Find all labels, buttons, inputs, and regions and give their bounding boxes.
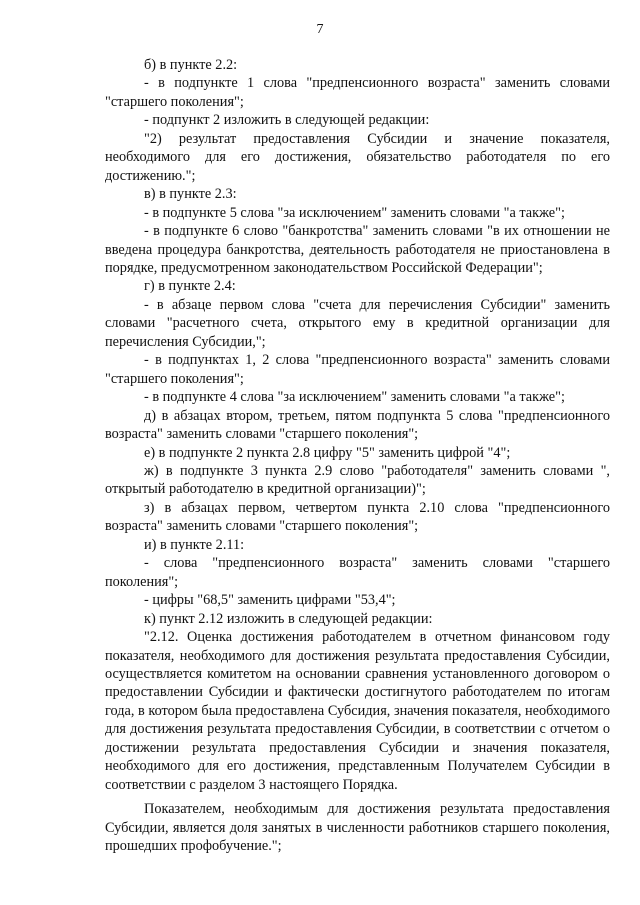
paragraph-2-2-subitem-1: - в подпункте 1 слова "предпенсионного возраста" заменить словами "старшего поколения"; bbox=[105, 75, 610, 110]
paragraph-2-11-digits: - цифры "68,5" заменить цифрами "53,4"; bbox=[144, 592, 396, 609]
paragraph-zh-item-2-9: ж) в подпункте 3 пункта 2.9 слово "работодателя" заменить словами ", открытый работодателю в кредитной организации)"; bbox=[105, 462, 610, 498]
paragraph-i-item-2-11: и) в пункте 2.11: bbox=[144, 536, 245, 553]
paragraph-d-subitem-5: д) в абзацах втором, третьем, пятом подпункта 5 слова "предпенсионного возраста" заменить словами "старшего поколения"; bbox=[105, 407, 610, 443]
paragraph-2-4-subitems-1-2: - в подпунктах 1, 2 слова "предпенсионного возраста" заменить словами "старшего поколения"; bbox=[105, 352, 610, 387]
paragraph-e-item-2-8: е) в подпункте 2 пункта 2.8 цифру "5" заменить цифрой "4"; bbox=[144, 444, 511, 461]
paragraph-2-3-subitem-5: - в подпункте 5 слова "за исключением" заменить словами "а также"; bbox=[144, 204, 565, 221]
paragraph-g-item-2-4: г) в пункте 2.4: bbox=[144, 278, 236, 295]
paragraph-2-4-subitem-4: - в подпункте 4 слова "за исключением" заменить словами "а также"; bbox=[144, 389, 565, 406]
paragraph-z-item-2-10: з) в абзацах первом, четвертом пункта 2.10 слова "предпенсионного возраста" заменить словами "старшего поколения"; bbox=[105, 499, 610, 535]
paragraph-k-item-2-12: к) пункт 2.12 изложить в следующей редакции: bbox=[144, 610, 433, 627]
page-number: 7 bbox=[316, 22, 324, 37]
paragraph-b-item-2-2: б) в пункте 2.2: bbox=[144, 57, 238, 73]
paragraph-2-2-subitem-2-text: "2) результат предоставления Субсидии и значение показателя, необходимого для его достижения, обязательство работодателя по его достижению."; bbox=[105, 130, 610, 184]
paragraph-v-item-2-3: в) в пункте 2.3: bbox=[144, 186, 237, 203]
paragraph-2-4-first-abzac: - в абзаце первом слова "счета для перечисления Субсидии" заменить словами "расчетного счета, открытого ему в кредитной организации для перечисления Субсидии,"; bbox=[105, 296, 610, 350]
paragraph-2-12-text: "2.12. Оценка достижения работодателем в отчетном финансовом году показателя, необходимого для достижения результата предоставления Субсидии, осуществляется комитетом на основании сравнения установленного договором о предоставлении Субсидии и фактически достигнутого работодателем по итогам года, в котором была предоставлена Субсидия, значения показателя, необходимого для достижения результата предоставления Субсидии, в соответствии с отчетом о достижении результата предоставления Субсидии и значения показателя, необходимого для его достижения, представленным Получателем Субсидии в соответствии с разделом 3 настоящего Порядка. bbox=[105, 629, 610, 793]
paragraph-2-3-subitem-6: - в подпункте 6 слово "банкротства" заменить словами "в их отношении не введена процедура банкротства, деятельность работодателя не приостановлена в порядке, предусмотренном законодательством Российской Федерации"; bbox=[105, 223, 610, 276]
paragraph-indicator-text: Показателем, необходимым для достижения результата предоставления Субсидии, является доля занятых в численности работников старшего поколения, прошедших профобучение."; bbox=[105, 801, 610, 855]
paragraph-2-11-words: - слова "предпенсионного возраста" заменить словами "старшего поколения"; bbox=[105, 555, 610, 590]
document-body bbox=[105, 56, 610, 855]
paragraph-2-2-subitem-2: - подпункт 2 изложить в следующей редакции: bbox=[144, 112, 430, 129]
